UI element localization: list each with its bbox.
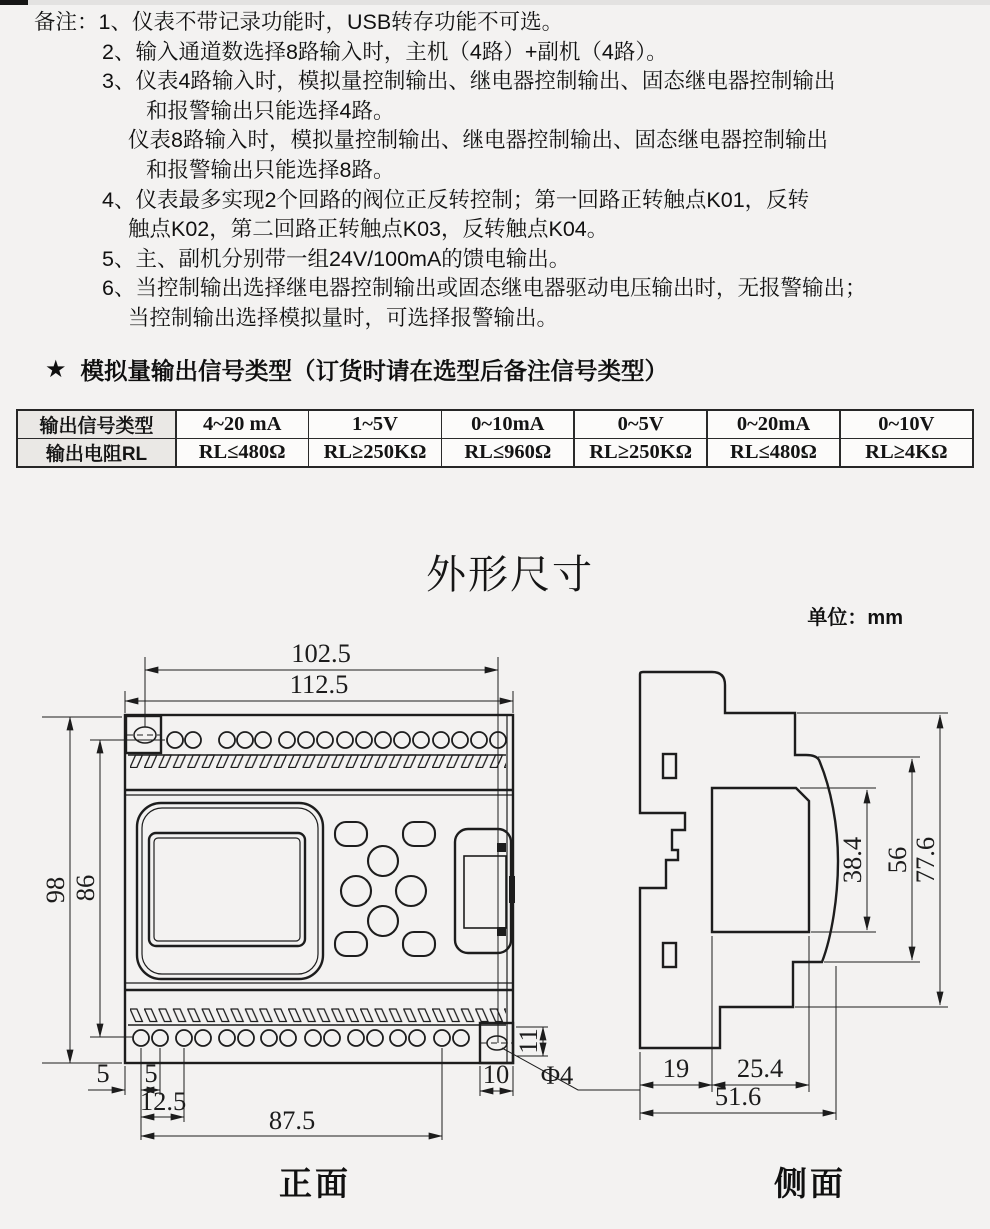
table-cell: RL≤960Ω <box>442 439 573 466</box>
dim-hole-diameter: Φ4 <box>540 1060 574 1090</box>
dim-mid-height: 56 <box>882 846 912 874</box>
dim-total-depth: 51.6 <box>714 1081 762 1111</box>
table-cell: RL≤480Ω <box>708 439 839 466</box>
table-header-output-resistance: 输出电阻RL <box>18 439 175 466</box>
signal-type-table <box>16 409 974 468</box>
scan-artifact-strip <box>0 0 990 5</box>
analog-output-heading-text: 模拟量输出信号类型（订货时请在选型后备注信号类型） <box>80 358 669 384</box>
dim-mid-depth: 25.4 <box>736 1053 784 1083</box>
note-line: 6、当控制输出选择继电器控制输出或固态继电器驱动电压输出时，无报警输出； <box>102 276 867 301</box>
dim-hole-span: 102.5 <box>291 638 351 668</box>
analog-output-heading <box>45 352 668 386</box>
table-cell: RL≥250KΩ <box>575 439 706 466</box>
table-cell: RL≥250KΩ <box>309 439 440 466</box>
front-dimensions <box>40 638 640 1140</box>
outline-drawings <box>0 630 990 1190</box>
dim-terminal-row-width: 87.5 <box>268 1105 316 1135</box>
dim-tab-height: 11 <box>513 1028 543 1054</box>
note-line: 3、仪表4路输入时，模拟量控制输出、继电器控制输出、固态继电器控制输出 <box>102 69 836 94</box>
star-icon: ★ <box>45 355 67 383</box>
note-line: 仪表8路输入时，模拟量控制输出、继电器控制输出、固态继电器控制输出 <box>128 128 828 153</box>
outline-dimensions-title: 外形尺寸 <box>426 553 594 597</box>
table-cell: RL≥4KΩ <box>841 439 972 466</box>
scan-artifact <box>0 0 28 5</box>
terminals-bottom <box>133 1030 469 1046</box>
table-cell: 1~5V <box>309 411 440 438</box>
dim-clip-depth: 19 <box>662 1053 690 1083</box>
dim-overall-width: 112.5 <box>289 669 349 699</box>
dim-overall-height: 98 <box>40 876 70 904</box>
table-cell: 4~20 mA <box>177 411 308 438</box>
note-line: 和报警输出只能选择8路。 <box>146 157 395 182</box>
table-cell: 0~20mA <box>708 411 839 438</box>
terminals-top <box>167 732 506 748</box>
dim-terminal-pitch: 5 <box>144 1058 158 1088</box>
side-body <box>640 672 838 1048</box>
terminal-serration-bottom <box>130 1008 506 1024</box>
table-cell: RL≤480Ω <box>177 439 308 466</box>
dim-window-height: 38.4 <box>837 836 867 884</box>
dim-edge-to-hole: 5 <box>96 1058 110 1088</box>
note-line: 触点K02，第二回路正转触点K03，反转触点K04。 <box>128 217 609 242</box>
note-line: 5、主、副机分别带一组24V/100mA的馈电输出。 <box>102 246 571 271</box>
front-view-caption: 正面 <box>279 1165 351 1202</box>
unit-note: 单位：mm <box>807 607 903 629</box>
front-view-drawing <box>40 638 640 1140</box>
side-view-drawing <box>640 672 948 1120</box>
table-cell: 0~5V <box>575 411 706 438</box>
note-line: 2、输入通道数选择8路输入时，主机（4路）+副机（4路）。 <box>102 39 668 64</box>
notes-section <box>0 8 990 334</box>
table-cell: 0~10V <box>841 411 972 438</box>
note-line: 4、仪表最多实现2个回路的阀位正反转控制；第一回路正转触点K01，反转 <box>102 187 810 212</box>
table-cell: 0~10mA <box>442 411 573 438</box>
keypad <box>335 822 435 956</box>
side-view-caption: 侧面 <box>774 1165 846 1202</box>
dim-tab-width: 10 <box>482 1059 510 1089</box>
note-line: 当控制输出选择模拟量时，可选择报警输出。 <box>128 305 559 330</box>
dim-total-height: 77.6 <box>910 836 940 884</box>
side-dimensions <box>640 713 948 1120</box>
dim-second-terminal-offset: 12.5 <box>139 1086 187 1116</box>
table-header-signal-type: 输出信号类型 <box>18 411 175 438</box>
dim-terminal-row-height: 86 <box>70 874 100 902</box>
note-line: 和报警输出只能选择4路。 <box>146 98 395 123</box>
note-line: 备注：1、仪表不带记录功能时，USB转存功能不可选。 <box>34 10 564 34</box>
